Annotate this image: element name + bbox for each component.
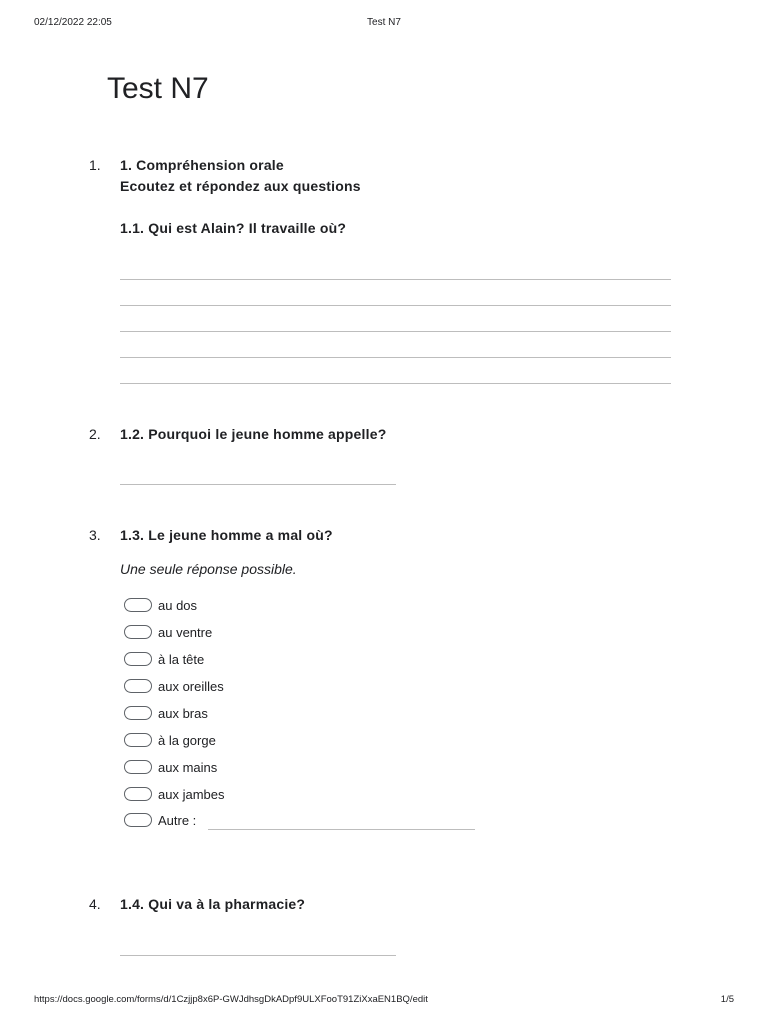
page-number: 1/5 <box>720 994 734 1005</box>
question-1-number: 1. <box>89 157 101 173</box>
radio-option-au-dos[interactable] <box>124 596 197 614</box>
option-label: aux oreilles <box>158 678 224 694</box>
radio-button[interactable] <box>124 625 152 639</box>
print-doc-title: Test N7 <box>367 17 401 28</box>
question-4-answer-line[interactable] <box>120 955 396 956</box>
radio-option-autre[interactable] <box>124 811 196 829</box>
answer-line-4[interactable] <box>120 357 671 358</box>
radio-button[interactable] <box>124 733 152 747</box>
option-label: aux bras <box>158 705 208 721</box>
option-label: à la gorge <box>158 732 216 748</box>
option-label: aux jambes <box>158 786 225 802</box>
radio-option-a-la-gorge[interactable] <box>124 731 216 749</box>
section-subtitle: Ecoutez et répondez aux questions <box>120 178 361 194</box>
radio-option-aux-jambes[interactable] <box>124 785 224 803</box>
question-3-title: 1.3. Le jeune homme a mal où? <box>120 527 333 543</box>
question-1-title: 1.1. Qui est Alain? Il travaille où? <box>120 220 347 236</box>
radio-button[interactable] <box>124 760 152 774</box>
radio-option-aux-mains[interactable] <box>124 758 217 776</box>
question-4-title: 1.4. Qui va à la pharmacie? <box>120 896 306 912</box>
question-2-title: 1.2. Pourquoi le jeune homme appelle? <box>120 426 387 442</box>
other-answer-line[interactable] <box>208 829 475 830</box>
radio-button[interactable] <box>124 652 152 666</box>
radio-button[interactable] <box>124 787 152 801</box>
form-title: Test N7 <box>107 72 209 105</box>
question-3-number: 3. <box>89 527 101 543</box>
question-2-answer-line[interactable] <box>120 484 396 485</box>
radio-button[interactable] <box>124 706 152 720</box>
option-label: Autre : <box>158 812 197 828</box>
answer-line-2[interactable] <box>120 305 671 306</box>
print-url: https://docs.google.com/forms/d/1Czjjp8x6P-GWJdhsgDkADpf9ULXFooT91ZiXxaEN1BQ/edit <box>34 994 428 1005</box>
option-label: au ventre <box>158 624 213 640</box>
answer-line-1[interactable] <box>120 279 671 280</box>
answer-line-5[interactable] <box>120 383 671 384</box>
radio-button[interactable] <box>124 813 152 827</box>
radio-option-aux-oreilles[interactable] <box>124 677 224 695</box>
option-label: à la tête <box>158 651 205 667</box>
print-datetime: 02/12/2022 22:05 <box>34 17 112 28</box>
radio-option-aux-bras[interactable] <box>124 704 208 722</box>
radio-option-a-la-tete[interactable] <box>124 650 204 668</box>
answer-line-3[interactable] <box>120 331 671 332</box>
option-label: aux mains <box>158 759 218 775</box>
question-4-number: 4. <box>89 896 101 912</box>
radio-button[interactable] <box>124 679 152 693</box>
radio-button[interactable] <box>124 598 152 612</box>
question-2-number: 2. <box>89 426 101 442</box>
radio-option-au-ventre[interactable] <box>124 623 212 641</box>
option-label: au dos <box>158 597 198 613</box>
section-title: 1. Compréhension orale <box>120 157 284 173</box>
single-answer-hint: Une seule réponse possible. <box>120 561 297 577</box>
